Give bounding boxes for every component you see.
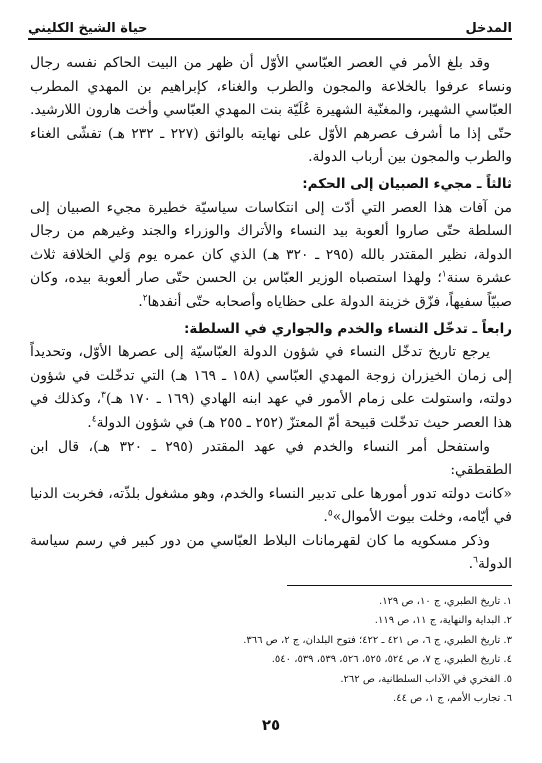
footnote-item: ٥. الفخري في الآداب السلطانية، ص ٢٦٢. [340,673,512,685]
running-header [28,10,512,36]
header-divider [28,38,512,40]
paragraph-abbasid-entertainment: وقد بلغ الأمر في العصر العبّاسي الأوّل أن ظهر من البيت الحاكم نفسه رجال ونساء عرفوا بالخلاعة والمجون والطرب والغناء، كإبراهيم بن المهدي المطرب العبّاسي الشهير، والمغنّية الشهيرة عُلَيّة بنت المهدي العبّاسي وأخت هارون اللارشيد. حتّى إذا ما أشرف عصرهم الأوّل على نهايته بالواثق (٢٢٧ ـ ٢٣٢ هـ) تفشّى الغناء والطرب والمجون بين أرباب الدولة. [30,55,512,166]
footnote-item: ٢. البداية والنهاية، ج ١١، ص ١١٩. [374,615,512,627]
page-number: ٢٥ [261,716,281,734]
footnote-ref-2[interactable]: ٢ [142,293,148,304]
footnote-ref-3[interactable]: ٣ [101,390,106,401]
footnote-ref-5[interactable]: ٥ [327,508,333,519]
footnote-ref-1[interactable]: ١ [441,269,447,280]
header-chapter-title: المدخل [465,21,512,36]
footnote-item: ٤. تاريخ الطبري، ج ٧، ص ٥٢٤، ٥٢٥، ٥٢٦، ٥٣٩، ٥٣٩، ٥٤٠. [271,654,512,666]
paragraph-text: ؛ ولهذا استصباه الوزير العبّاس بن الحسن حتّى صار ألعوبة بيده، وكان صبيّاً سفيهاً، فزّق خزينة الدولة على حظاياه وأصحابه حتّى أنفدها [30,270,512,310]
footnote-item: ١. تاريخ الطبري، ج ١٠، ص ١٢٩. [379,596,512,607]
footnote-ref-4[interactable]: ٤ [91,414,97,425]
paragraph-young-rulers: من آفات هذا العصر التي أدّت إلى انتكاسات سياسيّة خطيرة مجيء الصبيان إلى السلطة حتّى صاروا ألعوبة بيد النساء والأتراك والوزراء والجند وغيرهم من رجال الدولة، نظير المقتدر بالله (٢٩٥ ـ ٣٢٠ هـ) الذي كان عمره يوم وَلي الخلافة ثلاث عشرة سنة$^١$؛ ولهذا استصباه الوزير العبّاس بن الحسن حتّى صار ألعوبة بيده، وكان صبيّاً سفيهاً، فزّق خزينة الدولة على حظاياه وأصحابه حتّى أنفدها$^٢$. [30,199,512,310]
footnote-item: ٣. تاريخ الطبري، ج ٦، ص ٤٢١ ـ ٤٢٢؛ فتوح البلدان، ج ٢، ص ٣٦٦. [243,634,512,646]
section-heading-women-servants: رابعاً ـ تدخّل النساء والخدم والجواري في السلطة: [184,320,512,337]
paragraph-text: ، وكذلك في هذا العصر حيث تدخّلت قبيحة أمّ المعتزّ (٢٥٢ ـ ٢٥٥ هـ) في شؤون الدولة [30,391,512,431]
paragraph-text: من آفات هذا العصر التي أدّت إلى انتكاسات سياسيّة خطيرة مجيء الصبيان إلى السلطة حتّى صاروا ألعوبة بيد النساء والأتراك والوزراء والجند وغيرهم من رجال الدولة، نظير المقتدر بالله (٢٩٥ ـ ٣٢٠ هـ) الذي كان عمره يوم وَلي الخلافة ثلاث عشرة سنة [30,199,512,287]
quotation-ibn-tiqtaqa: «كانت دولته تدور أمورها على تدبير النساء والخدم، وهو مشغول بلذّته، فخربت الدنيا في أيّامه، وخلت بيوت الأموال»$^٥$. [30,485,512,526]
header-book-title: حياة الشيخ الكليني [28,21,148,36]
paragraph-muqtadir: واستفحل أمر النساء والخدم في عهد المقتدر (٢٩٥ ـ ٣٢٠ هـ)، قال ابن الطقطقي: [30,438,512,479]
paragraph-text: وذكر مسكويه ما كان لقهرمانات البلاط العبّاسي من دور كبير في رسم سياسة الدولة [30,532,512,573]
footnote-divider [287,585,512,586]
section-heading-young-rulers: ثالثاً ـ مجيء الصبيان إلى الحكم: [302,175,512,192]
paragraph-miskawayh: وذكر مسكويه ما كان لقهرمانات البلاط العبّاسي من دور كبير في رسم سياسة الدولة$^٦$. [30,532,512,573]
footnotes-list [30,592,512,708]
paragraph-women-in-state: يرجع تاريخ تدخّل النساء في شؤون الدولة العبّاسيّة إلى عصرها الأوّل، وتحديداً إلى زمان الخيزران زوجة المهدي العبّاسي (١٥٨ ـ ١٦٩ هـ) التي تدخّلت في شؤون دولته، واستولت على زمام الأمور في عهد ابنه الهادي (١٦٩ ـ ١٧٠ هـ)$^٣$، وكذلك في هذا العصر حيث تدخّلت قبيحة أمّ المعتزّ (٢٥٢ ـ ٢٥٥ هـ) في شؤون الدولة$^٤$. [30,344,512,431]
quotation-text: «كانت دولته تدور أمورها على تدبير النساء والخدم، وهو مشغول بلذّته، فخربت الدنيا في أيّامه، وخلت بيوت الأموال» [30,485,512,526]
paragraph-text: يرجع تاريخ تدخّل النساء في شؤون الدولة العبّاسيّة إلى عصرها الأوّل، وتحديداً إلى زمان الخيزران زوجة المهدي العبّاسي (١٥٨ ـ ١٦٩ هـ) التي تدخّلت في شؤون دولته، واستولت على زمام الأمور في عهد ابنه الهادي (١٦٩ ـ ١٧٠ هـ) [30,344,512,408]
footnote-item: ٦. تجارب الأمم، ج ١، ص ٤٤. [393,693,512,705]
main-text [30,52,512,577]
footnote-ref-6[interactable]: ٦ [473,555,478,566]
